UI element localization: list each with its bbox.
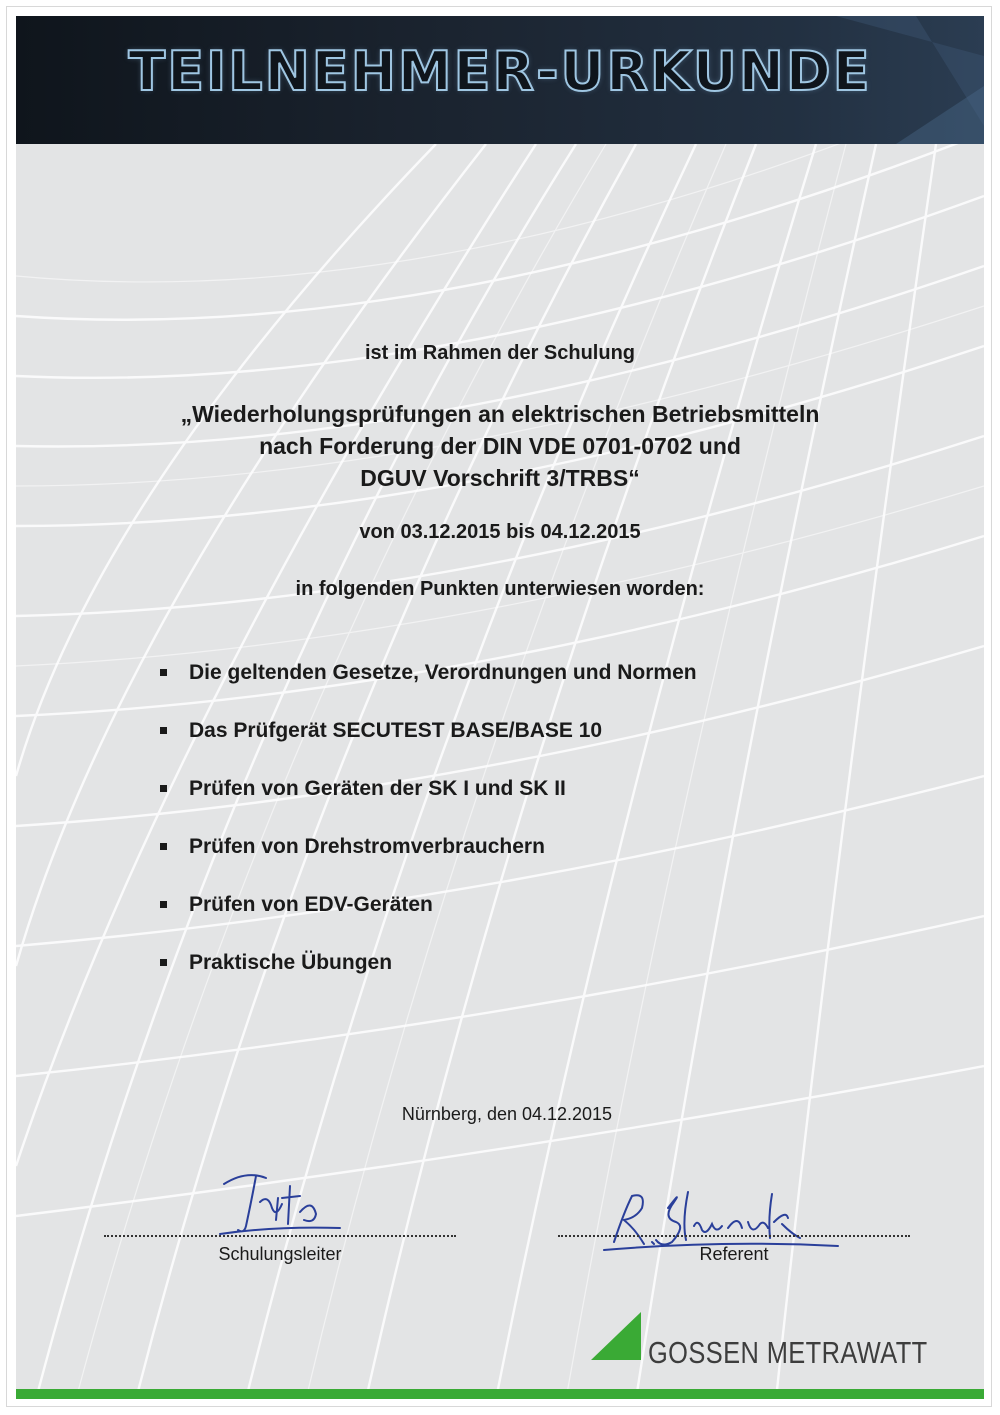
list-item [156,834,697,892]
signature-label-left: Schulungsleiter [218,1244,342,1264]
intro-text: ist im Rahmen der Schulung [364,342,636,364]
certificate-sheet [16,16,984,1399]
signature-line-right [558,1235,910,1237]
certificate-title: TEILNEHMER-URKUNDE [128,40,872,103]
bullet-icon [160,785,167,792]
topics-intro: in folgenden Punkten unterwiesen worden: [295,578,705,600]
bullet-icon [160,727,167,734]
bullet-icon [160,959,167,966]
list-item [156,776,697,834]
topic-label: Die geltenden Gesetze, Verordnungen und Normen [189,661,697,684]
list-item [156,718,697,776]
list-item [156,660,697,718]
logo-triangle-icon [591,1312,643,1362]
signature-line-left [104,1235,456,1237]
list-item [156,950,697,1008]
bullet-icon [160,669,167,676]
topic-label: Praktische Übungen [189,951,393,974]
topic-label: Prüfen von Geräten der SK I und SK II [189,777,566,800]
course-title-line: „Wiederholungsprüfungen an elektrischen Betriebsmitteln [180,401,820,427]
course-title [16,398,984,494]
course-title-line: DGUV Vorschrift 3/TRBS“ [360,465,640,491]
list-item [156,892,697,950]
bullet-icon [160,843,167,850]
topic-label: Das Prüfgerät SECUTEST BASE/BASE 10 [189,719,603,742]
place-and-date: Nürnberg, den 04.12.2015 [401,1104,613,1124]
course-title-line: nach Forderung der DIN VDE 0701-0702 und [259,433,741,459]
company-logo-text: GOSSEN METRAWATT [648,1335,928,1370]
topic-label: Prüfen von Drehstromverbrauchern [189,835,545,858]
signature-label-right: Referent [699,1244,769,1264]
topics-list [156,660,697,1008]
footer-bar [16,1389,984,1399]
topic-label: Prüfen von EDV-Geräten [189,893,433,916]
bullet-icon [160,901,167,908]
title-banner [16,16,984,144]
course-dates: von 03.12.2015 bis 04.12.2015 [359,521,641,543]
